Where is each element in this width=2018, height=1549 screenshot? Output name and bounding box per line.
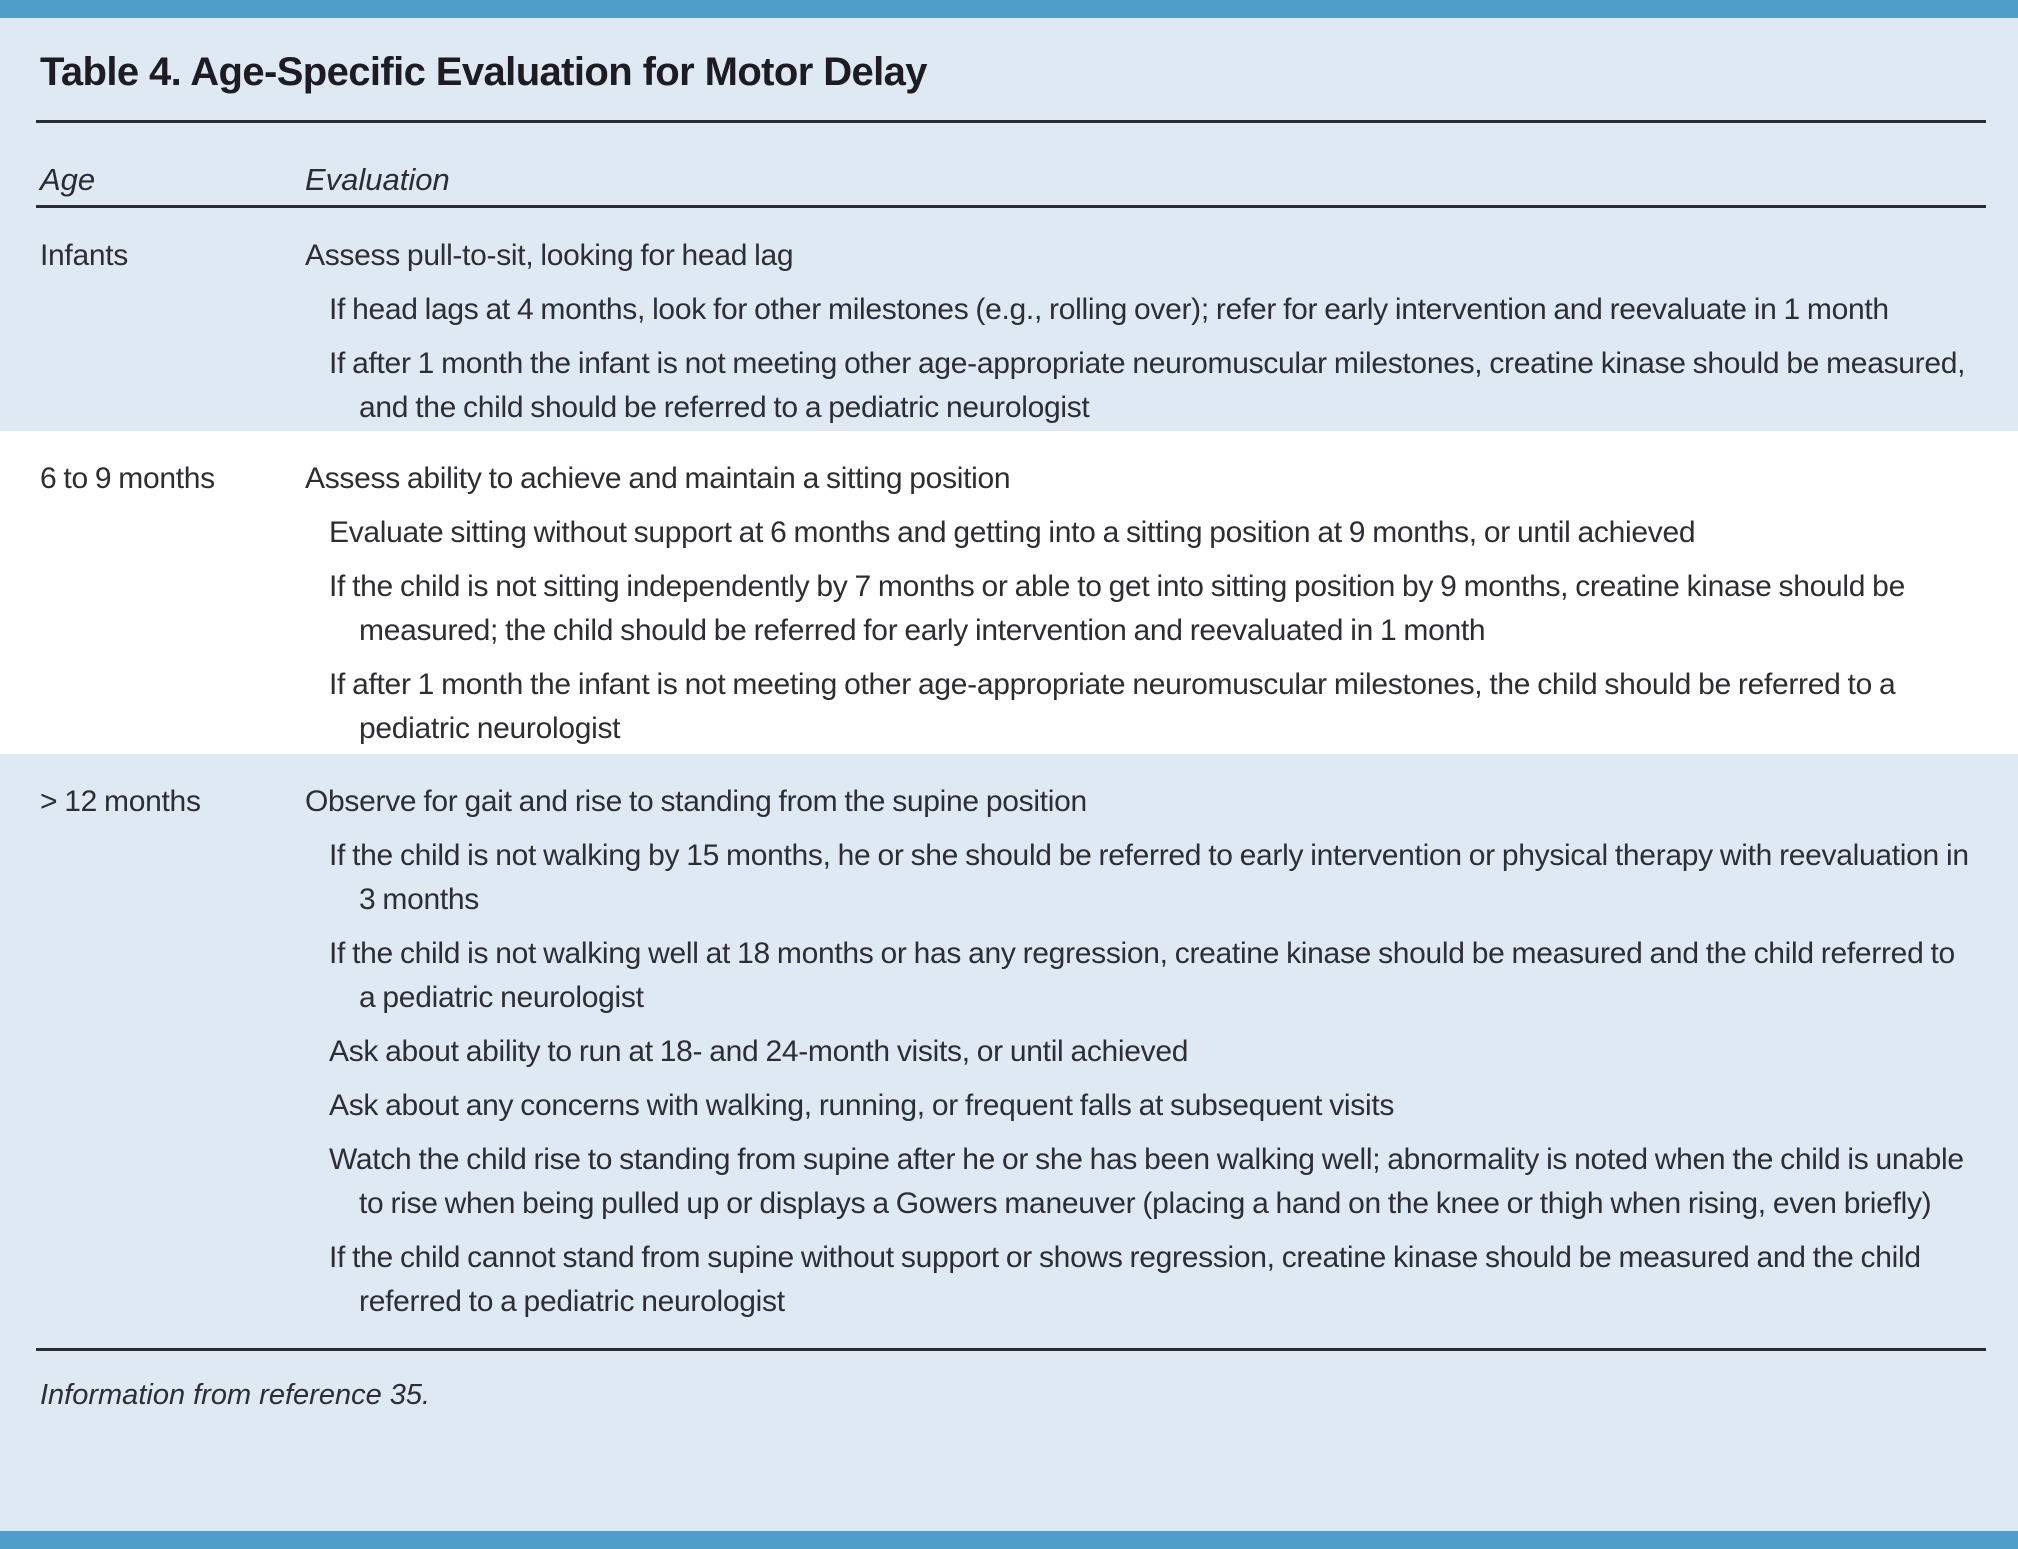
table-row <box>0 431 2018 754</box>
evaluation-item: If the child is not walking by 15 months, he or she should be referred to early intervention or physical therapy with reevaluation in 3 months <box>329 839 1969 916</box>
evaluation-item: Observe for gait and rise to standing from the supine position <box>305 785 1087 818</box>
evaluation-item: If the child is not walking well at 18 months or has any regression, creatine kinase should be measured and the child referred to a pediatric neurologist <box>329 937 1955 1014</box>
evaluation-item: If after 1 month the infant is not meeting other age-appropriate neuromuscular milestones, creatine kinase should be measured, and the child should be referred to a pediatric neurologist <box>329 347 1966 424</box>
evaluation-cell <box>305 780 2018 1324</box>
table-row <box>0 754 2018 1324</box>
evaluation-item: If head lags at 4 months, look for other milestones (e.g., rolling over); refer for early intervention and reevaluate in 1 month <box>329 293 1889 326</box>
evaluation-item: Watch the child rise to standing from supine after he or she has been walking well; abnormality is noted when the child is unable to rise when being pulled up or displays a Gowers maneuver (placing a hand on the knee or thigh when rising, even briefly) <box>329 1143 1964 1220</box>
evaluation-item: Assess ability to achieve and maintain a sitting position <box>305 462 1011 495</box>
column-header-evaluation: Evaluation <box>305 162 450 197</box>
table-row <box>0 208 2018 431</box>
evaluation-item: If the child cannot stand from supine without support or shows regression, creatine kinase should be measured and the child referred to a pediatric neurologist <box>329 1241 1921 1318</box>
bottom-divider <box>36 1348 1986 1351</box>
table-title: Table 4. Age-Specific Evaluation for Motor Delay <box>40 50 927 94</box>
evaluation-cell <box>305 457 2018 751</box>
age-cell: 6 to 9 months <box>40 462 215 495</box>
top-accent-bar <box>0 0 2018 18</box>
footnote: Information from reference 35. <box>40 1379 431 1411</box>
evaluation-cell <box>305 234 2018 430</box>
column-header-age: Age <box>40 162 96 197</box>
evaluation-item: Ask about ability to run at 18- and 24-month visits, or until achieved <box>329 1035 1189 1068</box>
bottom-accent-bar <box>0 1531 2018 1549</box>
evaluation-item: If after 1 month the infant is not meeting other age-appropriate neuromuscular milestones, the child should be referred to a pediatric neurologist <box>329 668 1896 745</box>
evaluation-item: Assess pull-to-sit, looking for head lag <box>305 239 794 272</box>
evaluation-item: If the child is not sitting independently by 7 months or able to get into sitting position by 9 months, creatine kinase should be measured; the child should be referred for early intervention and reevaluated in 1 month <box>329 570 1905 647</box>
age-cell: > 12 months <box>40 785 201 818</box>
table-body <box>0 208 2018 1324</box>
evaluation-item: Evaluate sitting without support at 6 months and getting into a sitting position at 9 months, or until achieved <box>329 516 1696 549</box>
column-header-row <box>0 123 2018 201</box>
age-cell: Infants <box>40 239 128 272</box>
evaluation-item: Ask about any concerns with walking, running, or frequent falls at subsequent visits <box>329 1089 1395 1122</box>
